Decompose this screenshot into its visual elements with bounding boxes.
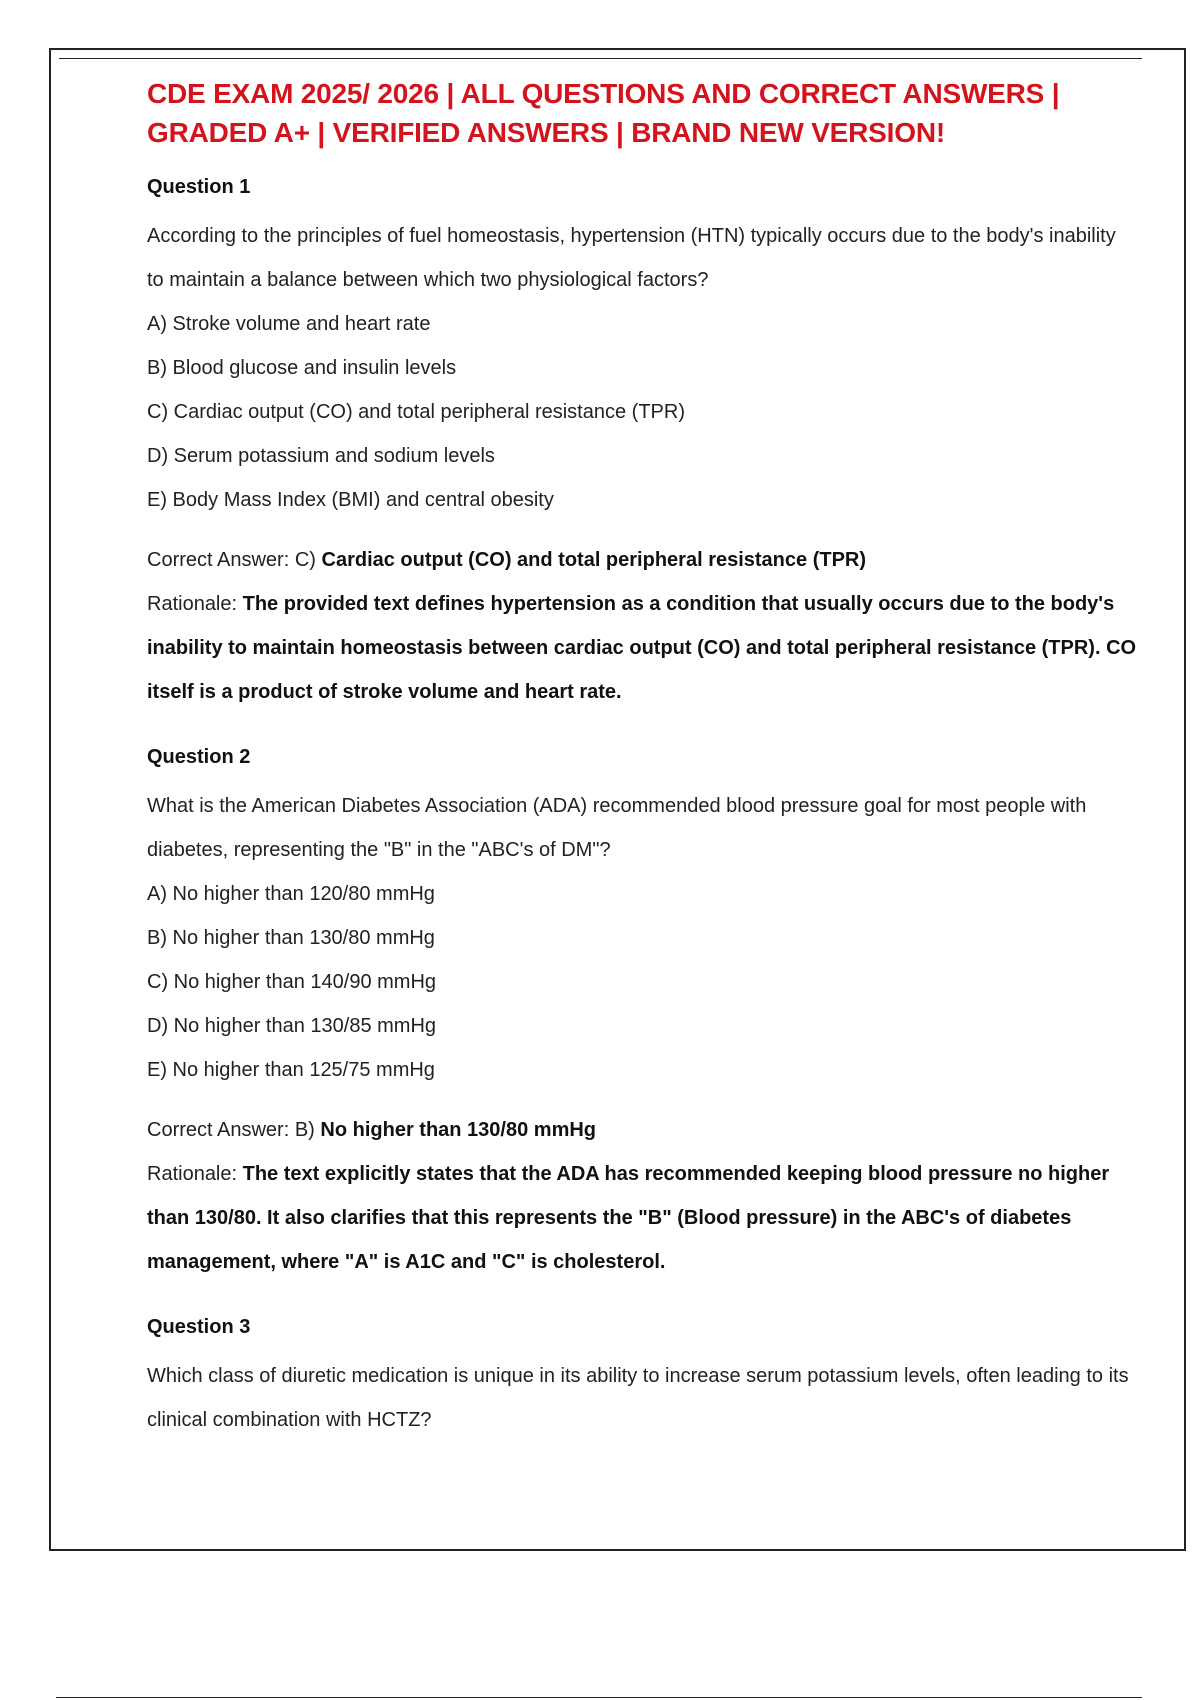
option-b: B) Blood glucose and insulin levels	[147, 357, 457, 379]
answer-prefix: Correct Answer:	[147, 1119, 295, 1141]
correct-answer	[147, 1108, 1137, 1152]
options-list	[147, 872, 1137, 1092]
question-heading: Question 1	[147, 176, 251, 198]
rationale-prefix: Rationale:	[147, 1163, 243, 1185]
page-frame	[49, 48, 1186, 1551]
rationale	[147, 582, 1137, 714]
option-e: E) No higher than 125/75 mmHg	[147, 1059, 435, 1081]
rationale-prefix: Rationale:	[147, 593, 243, 615]
answer-prefix: Correct Answer:	[147, 549, 295, 571]
answer-letter: C)	[294, 549, 322, 571]
answer-letter: B)	[294, 1119, 321, 1141]
document-title: CDE EXAM 2025/ 2026 | ALL QUESTIONS AND CORRECT ANSWERS | GRADED A+ | VERIFIED ANSWERS | BRAND NEW VERSION!	[147, 78, 1060, 148]
options-list	[147, 302, 1137, 522]
option-d: D) No higher than 130/85 mmHg	[147, 1015, 437, 1037]
question-text: What is the American Diabetes Association (ADA) recommended blood pressure goal for most people with diabetes, representing the "B" in the "ABC's of DM"?	[147, 795, 1087, 861]
question-text: Which class of diuretic medication is unique in its ability to increase serum potassium levels, often leading to its clinical combination with HCTZ?	[147, 1365, 1129, 1431]
question-2	[147, 742, 1137, 1284]
question-3	[147, 1312, 1137, 1442]
option-e: E) Body Mass Index (BMI) and central obesity	[147, 489, 554, 511]
option-d: D) Serum potassium and sodium levels	[147, 445, 495, 467]
question-1	[147, 172, 1137, 714]
question-heading: Question 2	[147, 746, 251, 768]
option-a: A) Stroke volume and heart rate	[147, 313, 431, 335]
option-a: A) No higher than 120/80 mmHg	[147, 883, 435, 905]
rationale	[147, 1152, 1137, 1284]
option-c: C) No higher than 140/90 mmHg	[147, 971, 437, 993]
top-rule	[59, 58, 1142, 59]
rationale-text: The provided text defines hypertension as a condition that usually occurs due to the body's inability to maintain homeostasis between cardiac output (CO) and total peripheral resistance (TPR). CO itself is a product of stroke volume and heart rate.	[147, 593, 1137, 703]
correct-answer	[147, 538, 1137, 582]
answer-text: Cardiac output (CO) and total peripheral resistance (TPR)	[321, 549, 867, 571]
option-c: C) Cardiac output (CO) and total peripheral resistance (TPR)	[147, 401, 685, 423]
option-b: B) No higher than 130/80 mmHg	[147, 927, 435, 949]
answer-text: No higher than 130/80 mmHg	[320, 1119, 597, 1141]
bottom-rule	[56, 1697, 1142, 1698]
question-text: According to the principles of fuel homeostasis, hypertension (HTN) typically occurs due to the body's inability to maintain a balance between which two physiological factors?	[147, 225, 1116, 291]
question-heading: Question 3	[147, 1316, 251, 1338]
document-content	[147, 74, 1137, 1456]
rationale-text: The text explicitly states that the ADA has recommended keeping blood pressure no higher than 130/80. It also clarifies that this represents the "B" (Blood pressure) in the ABC's of diabetes management, where "A" is A1C and "C" is cholesterol.	[147, 1163, 1110, 1273]
